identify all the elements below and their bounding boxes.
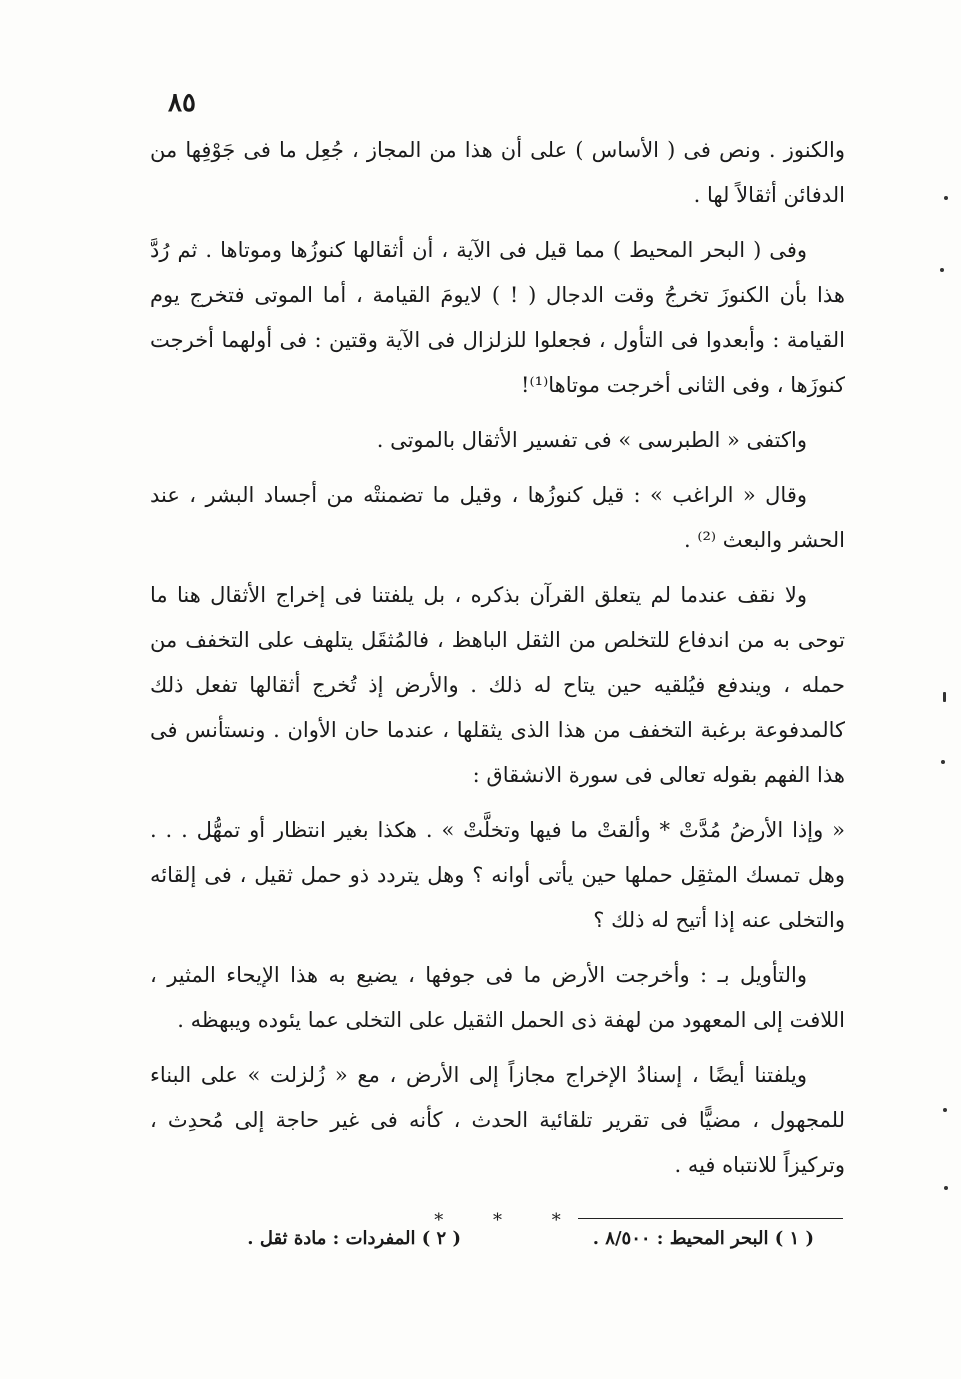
paragraph-3: واكتفى « الطبرسى » فى تفسير الأثقال بالموتى . xyxy=(376,428,807,452)
page-number: ٨٥ xyxy=(168,88,196,118)
paragraph-8: ويلفتنا أيضًا ، إسنادُ الإخراج مجازاً إلى الأرض ، مع « زُلزلت » على البناء للمجهول ، مضيًّا فى تقرير تلقائية الحدث ، كأنه فى غير حاجة إلى مُحدِث ، وتركيزاً للانتباه فيه . xyxy=(150,1063,845,1177)
scan-speck xyxy=(943,692,946,702)
section-separator: * * * xyxy=(434,1210,583,1231)
body-text xyxy=(150,128,845,1243)
paragraph-5: ولا نقف عندما لم يتعلق القرآن بذكره ، بل يلفتنا فى إخراج الأثقال هنا ما توحى به من اندفاع للتخلص من الثقل الباهظ ، فالمُثقَل يتلهف على التخفف من حمله ، ويندفع فيُلقيه حين يتاح له ذلك . والأرض إذ تُخرج أثقالها تفعل ذلك كالمدفوعة برغبة التخفف من هذا الذى يثقلها ، عندما حان الأوان . ونستأنس فى هذا الفهم بقوله تعالى فى سورة الانشقاق : xyxy=(150,583,845,787)
paragraph-2: وفى ( البحر المحيط ) مما قيل فى الآية ، أن أثقالها كنوزُها وموتاها . ثم رُدَّ هذا بأن الكنوزَ تخرجُ وقت الدجال ( ! ) لايومَ القيامة ، أما الموتى فتخرج يوم القيامة : وأبعدوا فى التأول ، فجعلوا للزلزال فى الآية وقتين : فى أولهما أخرجت كنوزَها ، وفى الثانى أخرجت موتاها⁽¹⁾! xyxy=(150,238,845,397)
scan-speck xyxy=(943,1108,947,1112)
paragraph-7: والتأويل بـ : وأخرجت الأرض ما فى جوفها ، يضيع به هذا الإيحاء المثير ، اللافت إلى المعهود من لهفة ذى الحمل الثقيل على التخلى عما يئوده ويبهظه . xyxy=(150,963,845,1032)
footnote-1: ( ١ ) البحر المحيط : ٨/٥٠٠ . xyxy=(592,1228,814,1249)
scan-speck xyxy=(944,196,948,200)
scan-speck xyxy=(944,1186,948,1190)
footnote-2: ( ٢ ) المفردات : مادة ثقل . xyxy=(247,1228,461,1249)
scan-speck xyxy=(941,760,945,764)
paragraph-1: والكنوز . ونص فى ( الأساس ) على أن هذا من المجاز ، جُعِل ما فى جَوْفِها من الدفائن أثقالاً لها . xyxy=(150,138,845,207)
paragraph-6: « وإذا الأرضُ مُدَّتْ * وألقتْ ما فيها وتخلَّتْ » . هكذا بغير انتظار أو تمهُّل . . . وهل تمسك المثقِل حملها حين يأتى أوانه ؟ وهل يتردد ذو حمل ثقيل ، فى إلقائه والتخلى عنه إذا أتيح له ذلك ؟ xyxy=(150,818,845,932)
scan-speck xyxy=(940,268,944,272)
footnote-rule xyxy=(578,1218,843,1219)
paragraph-4: وقال « الراغب » : قيل كنوزُها ، وقيل ما تضمنتْه من أجساد البشر ، عند الحشر والبعث ⁽²⁾ . xyxy=(150,483,845,552)
